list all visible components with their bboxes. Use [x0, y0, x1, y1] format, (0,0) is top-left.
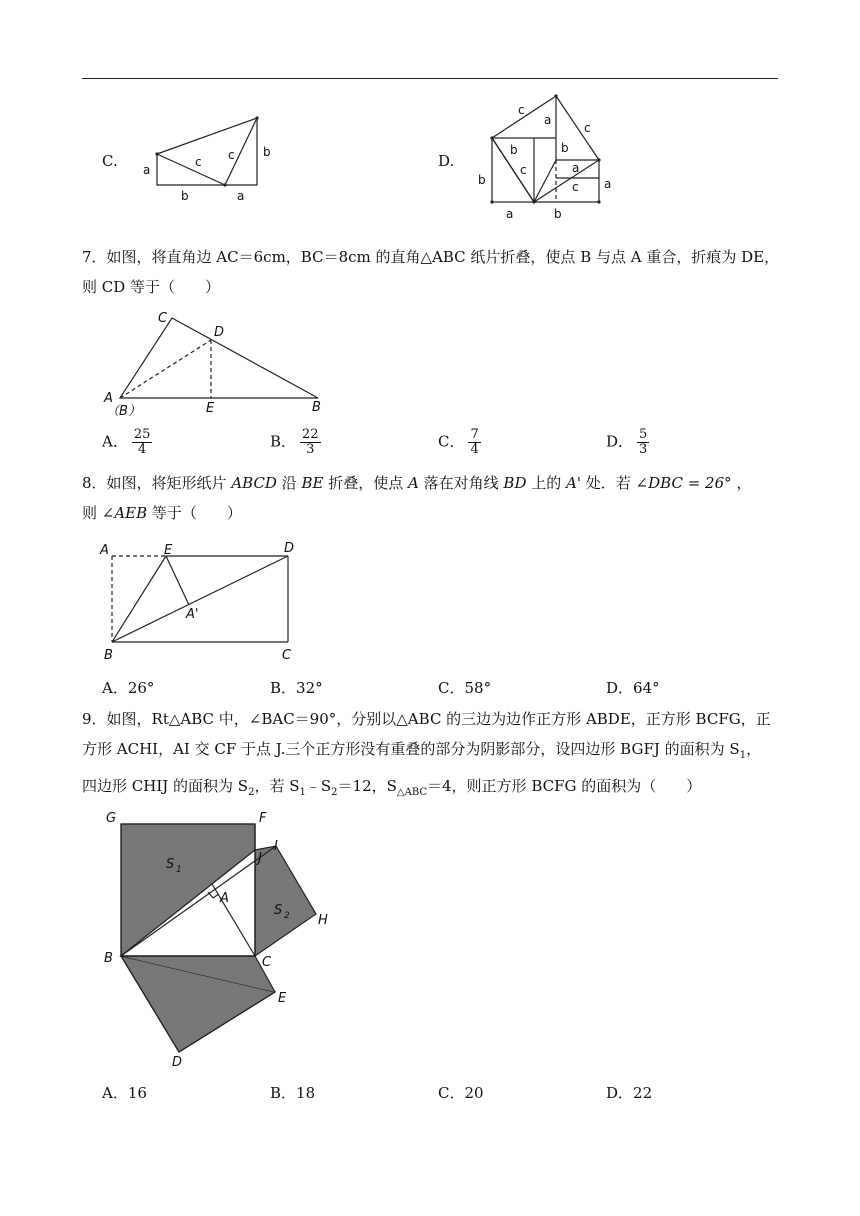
q9-line3: 四边形 CHIJ 的面积为 $S_2$，若 $S_1﹣S_2=12$，$S_{\triangle ABC}=4$，则正方形 BCFG 的面积为（ ）: [82, 777, 702, 798]
q9-label-h: H: [318, 913, 328, 928]
fig-d-label-b-bot: b: [554, 207, 562, 221]
q9-label-s2-sub: 2: [284, 911, 290, 921]
q7-line2: 则 CD 等于（ ）: [82, 278, 221, 296]
q8-line2: 则 ∠AEB 等于（ ）: [82, 504, 242, 522]
fig-d-label-c-left: c: [520, 163, 527, 177]
fig-d-label-a-bot: a: [506, 207, 514, 221]
q8-label-a: A: [100, 543, 109, 558]
q9-option-d[interactable]: D．22: [606, 1084, 653, 1102]
fig-c-label-c1: c: [195, 155, 202, 169]
fig-d-label-b-left: b: [478, 173, 486, 187]
q6-figure-c: [135, 110, 275, 205]
fig-d-label-c-top: c: [518, 103, 525, 117]
q7-option-d[interactable]: D． $\frac{5}{3}$: [606, 427, 648, 457]
q8-label-d: D: [284, 541, 295, 556]
q9-label-f: F: [259, 811, 267, 826]
q9-line1: 9．如图，Rt△ABC 中，∠BAC＝90°，分别以△ABC 的三边为边作正方形 ABDE，正方形 BCFG，正: [82, 710, 771, 728]
q6-option-c-letter: C.: [102, 152, 118, 170]
q9-figure: [100, 806, 340, 1068]
q8-figure: [98, 538, 308, 664]
q7-label-d: D: [214, 325, 225, 340]
q8-text: [82, 468, 782, 528]
q9-label-b: B: [104, 951, 113, 966]
q9-label-d: D: [172, 1055, 183, 1068]
fig-d-label-b-mid: b: [510, 143, 518, 157]
fig-d-label-c-small: c: [572, 180, 579, 194]
q8-label-b: B: [104, 648, 113, 663]
q9-label-s2: S: [274, 903, 283, 918]
q9-label-s1-sub: 1: [176, 865, 182, 875]
q7-label-a: A: [104, 391, 113, 406]
q9-option-b[interactable]: B．18: [270, 1084, 316, 1102]
fig-c-label-a2: a: [237, 189, 245, 203]
q9-label-j: J: [258, 851, 262, 866]
fig-d-label-a-right: a: [604, 177, 612, 191]
q8-label-c: C: [282, 648, 292, 663]
fig-c-label-a: a: [143, 163, 151, 177]
q7-option-b[interactable]: B． $\frac{22}{3}$: [270, 427, 319, 457]
q6-option-d-letter: D.: [438, 152, 455, 170]
fig-d-label-a-top: a: [544, 113, 552, 127]
fig-d-label-c-right: c: [584, 121, 591, 135]
q9-label-s1: S: [166, 857, 175, 872]
fig-c-label-c2: c: [228, 148, 235, 162]
q7-option-a[interactable]: A． $\frac{25}{4}$: [102, 427, 151, 457]
q9-label-i: I: [274, 839, 278, 854]
q7-label-b-paren: （B）: [106, 404, 141, 418]
q8-line1: 8．如图，将矩形纸片 ABCD 沿 BE 折叠，使点 A 落在对角线 BD 上的 A' 处．若 ∠DBC = 26° ，: [82, 474, 752, 492]
q9-option-c[interactable]: C．20: [438, 1084, 484, 1102]
q8-option-b[interactable]: B．32°: [270, 679, 323, 697]
q7-option-c[interactable]: C． $\frac{7}{4}$: [438, 427, 479, 457]
q9-line2: 方形 ACHI，AI 交 CF 于点 J.三个正方形没有重叠的部分为阴影部分，设四边形 BGFJ 的面积为 $S_1$，: [82, 740, 762, 761]
q8-option-c[interactable]: C．58°: [438, 679, 492, 697]
fig-d-label-b-inner: b: [561, 141, 569, 155]
q8-option-d[interactable]: D．64°: [606, 679, 660, 697]
q7-line1: 7．如图，将直角边 AC＝6cm，BC＝8cm 的直角△ABC 纸片折叠，使点 B 与点 A 重合，折痕为 DE，: [82, 248, 780, 266]
q8-label-e: E: [164, 543, 173, 558]
q7-label-e: E: [206, 401, 215, 416]
q6-figure-d: [474, 88, 624, 222]
q7-text: [82, 242, 782, 302]
fig-d-label-a-small: a: [572, 161, 580, 175]
q7-figure: [100, 310, 330, 418]
q8-option-a[interactable]: A．26°: [102, 679, 155, 697]
q9-label-g: G: [106, 811, 117, 826]
fig-c-label-b: b: [181, 189, 189, 203]
q9-option-a[interactable]: A．16: [102, 1084, 147, 1102]
q9-label-a: A: [220, 891, 229, 906]
q9-label-c: C: [262, 955, 272, 970]
q9-text: [82, 704, 782, 808]
q9-label-e: E: [278, 991, 287, 1006]
fig-c-label-b2: b: [263, 145, 271, 159]
header-rule: [82, 78, 778, 79]
q7-label-c: C: [158, 311, 168, 326]
q7-label-b: B: [312, 400, 321, 415]
q8-label-a-prime: A': [186, 607, 199, 622]
